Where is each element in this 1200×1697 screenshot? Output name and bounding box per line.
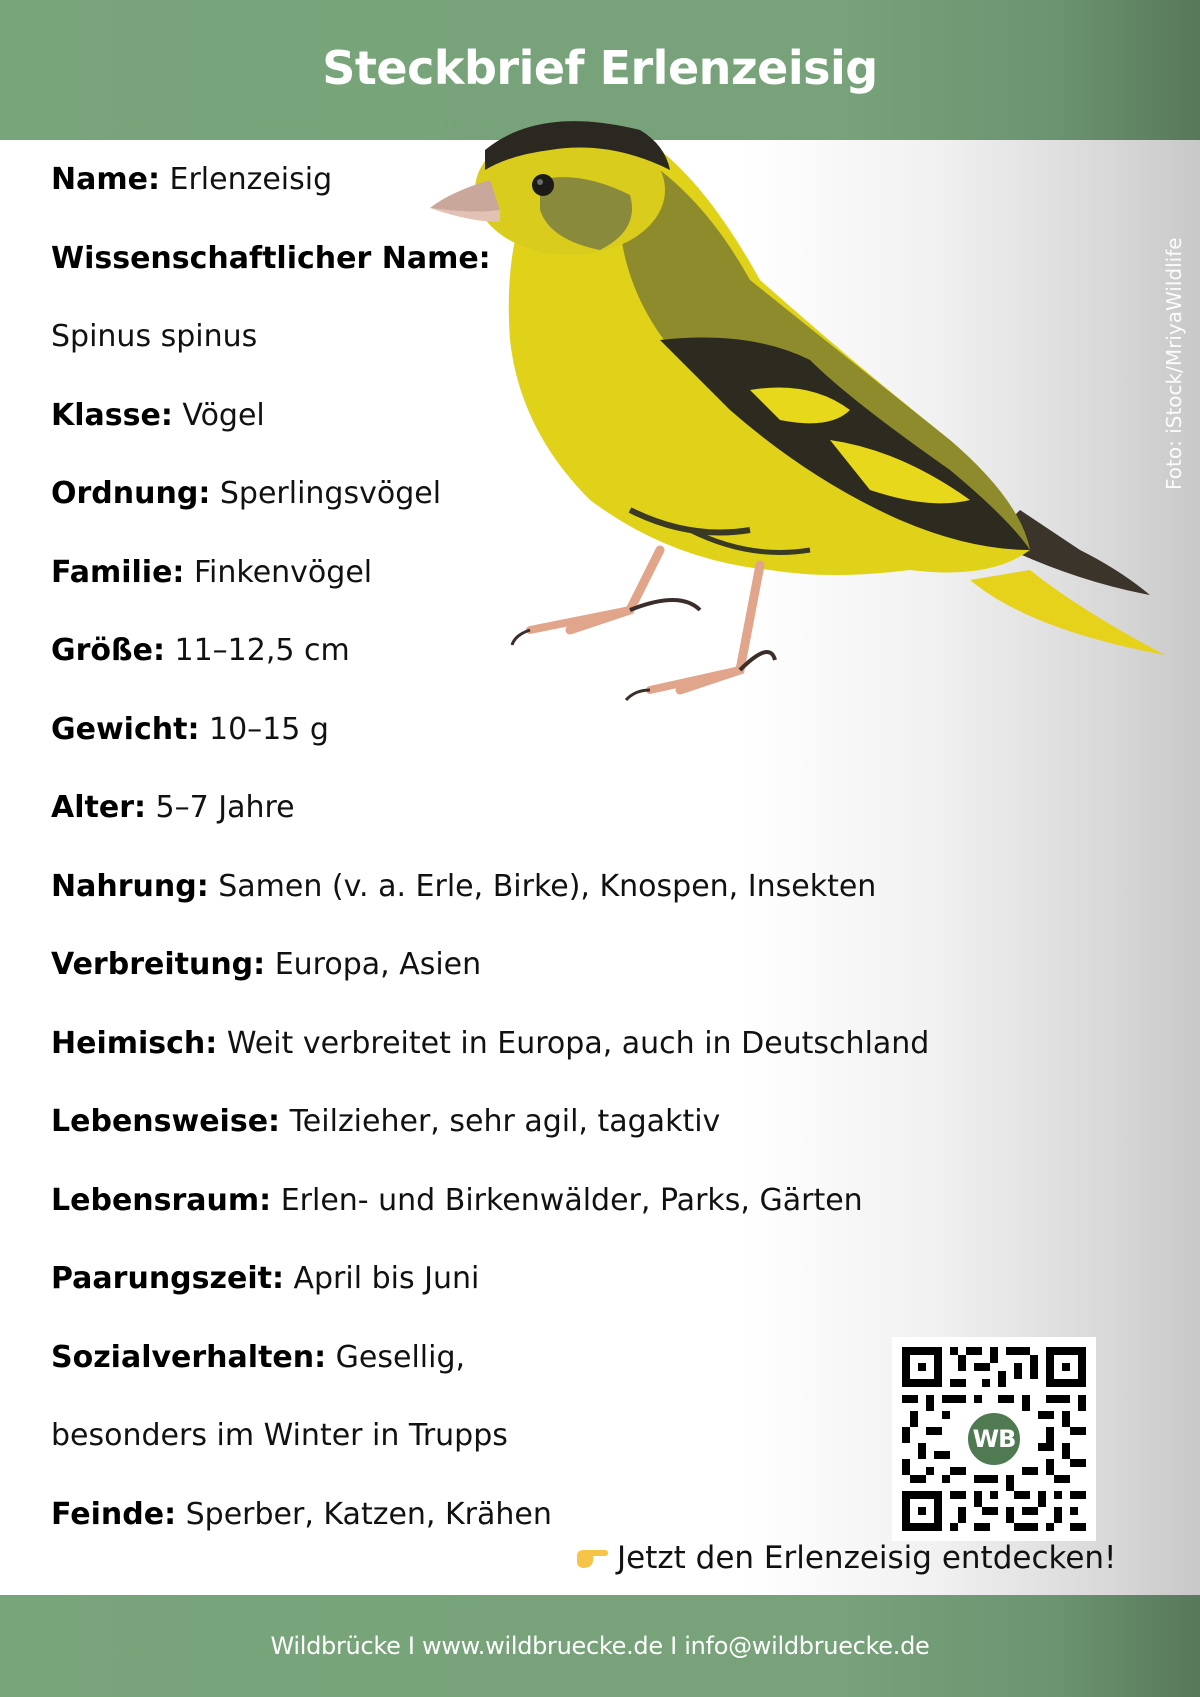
qr-code[interactable]	[892, 1337, 1096, 1541]
fact-mating-season	[51, 1254, 929, 1333]
fact-weight	[51, 705, 929, 784]
pointing-hand-icon	[575, 1546, 609, 1570]
fact-value: Europa, Asien	[265, 947, 482, 982]
fact-label: Gewicht:	[51, 711, 200, 747]
fact-value: besonders im Winter in Trupps	[51, 1418, 508, 1453]
fact-label: Verbreitung:	[51, 947, 266, 982]
fact-value: 10–15 g	[199, 711, 329, 747]
fact-scientific-name-value	[51, 312, 929, 391]
fact-native	[51, 1019, 929, 1098]
fact-value: Spinus spinus	[51, 319, 258, 354]
fact-value: Finkenvögel	[184, 554, 373, 590]
fact-value: Samen (v. a. Erle, Birke), Knospen, Insekten	[208, 868, 877, 904]
fact-value: Erlen- und Birkenwälder, Parks, Gärten	[271, 1182, 863, 1218]
fact-label: Feinde:	[51, 1496, 177, 1532]
fact-label: Lebensraum:	[51, 1182, 272, 1218]
fact-value: Sperlingsvögel	[210, 476, 442, 511]
fact-habitat	[51, 1176, 929, 1255]
fact-label: Nahrung:	[51, 868, 209, 904]
fact-value: Weit verbreitet in Europa, auch in Deutschland	[217, 1025, 930, 1061]
fact-family	[51, 548, 929, 627]
footer-banner	[0, 1595, 1200, 1697]
fact-value: Erlenzeisig	[159, 162, 333, 197]
fact-food	[51, 862, 929, 941]
fact-age	[51, 783, 929, 862]
fact-order	[51, 469, 929, 548]
fact-class	[51, 391, 929, 470]
fact-label: Familie:	[51, 554, 185, 590]
fact-distribution	[51, 940, 929, 1019]
fact-label: Sozialverhalten:	[51, 1339, 327, 1375]
fact-label: Lebensweise:	[51, 1104, 281, 1139]
fact-label: Wissenschaftlicher Name:	[51, 240, 491, 276]
call-to-action[interactable]	[575, 1540, 1116, 1576]
fact-value: Gesellig,	[326, 1339, 466, 1375]
fact-label: Alter:	[51, 790, 146, 825]
fact-label: Paarungszeit:	[51, 1261, 284, 1296]
fact-social-behavior-cont	[51, 1411, 929, 1490]
fact-value: Teilzieher, sehr agil, tagaktiv	[280, 1104, 721, 1139]
wildbruecke-logo: WB	[965, 1410, 1023, 1468]
fact-size	[51, 626, 929, 705]
photo-credit: Foto: iStock/MriyaWildlife	[1162, 237, 1186, 490]
fact-value: Sperber, Katzen, Krähen	[176, 1496, 552, 1532]
cta-text: Jetzt den Erlenzeisig entdecken!	[617, 1540, 1117, 1576]
fact-value: April bis Juni	[283, 1261, 480, 1296]
fact-label: Name:	[51, 162, 160, 197]
fact-label: Größe:	[51, 633, 165, 668]
fact-value: 11–12,5 cm	[164, 633, 350, 668]
fact-social-behavior	[51, 1333, 929, 1412]
fact-value: Vögel	[172, 397, 265, 433]
fact-label: Ordnung:	[51, 476, 211, 511]
fact-list	[51, 155, 929, 1568]
fact-label: Klasse:	[51, 397, 173, 433]
fact-scientific-name	[51, 234, 929, 313]
fact-label: Heimisch:	[51, 1025, 218, 1061]
fact-name	[51, 155, 929, 234]
fact-value: 5–7 Jahre	[145, 790, 295, 825]
footer-contact: Wildbrücke I www.wildbruecke.de I info@wildbruecke.de	[270, 1632, 930, 1660]
page-title: Steckbrief Erlenzeisig	[322, 41, 878, 95]
fact-lifestyle	[51, 1097, 929, 1176]
